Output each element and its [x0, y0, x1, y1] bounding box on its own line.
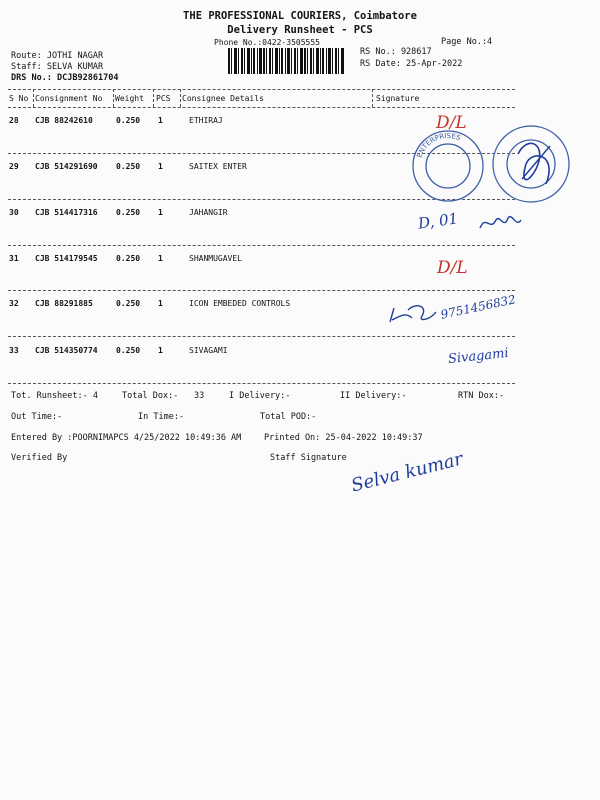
row-sno: 29: [9, 162, 19, 171]
row-divider: [8, 245, 515, 246]
row-sno: 33: [9, 346, 19, 355]
route: Route: JOTHI NAGAR: [11, 51, 104, 61]
drs-number: DRS No.: DCJB92861704: [11, 73, 119, 83]
entered-by: Entered By :POORNIMAPCS 4/25/2022 10:49:36 AM: [11, 433, 242, 443]
row-consignment: CJB 514179545: [35, 254, 98, 263]
printed-on: Printed On: 25-04-2022 10:49:37: [264, 433, 423, 443]
total-pod: Total POD:-: [260, 412, 317, 422]
column-header-consignment: Consignment No: [35, 94, 103, 103]
row-pcs: 1: [158, 299, 163, 308]
total-runsheet: Tot. Runsheet:- 4: [11, 391, 98, 401]
row-consignment: CJB 514291690: [35, 162, 98, 171]
row-weight: 0.250: [116, 346, 141, 355]
row-weight: 0.250: [116, 208, 141, 217]
in-time: In Time:-: [138, 412, 185, 422]
handwritten-signature-row30: D, 01: [416, 209, 460, 233]
row-pcs: 1: [158, 208, 163, 217]
total-dox-label: Total Dox:-: [122, 391, 179, 401]
handwritten-dl-row31: D/L: [437, 258, 468, 278]
column-header-consignee: Consignee Details: [182, 94, 264, 103]
phone-number: Phone No.:0422-3505555: [214, 38, 320, 47]
table-bottom-rule: [8, 383, 515, 384]
handwritten-signature-row33: Sivagami: [447, 345, 510, 368]
row-weight: 0.250: [116, 162, 141, 171]
column-divider: [372, 89, 373, 107]
row-sno: 30: [9, 208, 19, 217]
column-header-weight: Weight: [115, 94, 144, 103]
verified-by: Verified By: [11, 453, 68, 463]
column-divider: [113, 89, 114, 107]
row-pcs: 1: [158, 116, 163, 125]
header-top-rule: [8, 89, 515, 90]
rs-date: RS Date: 25-Apr-2022: [360, 59, 463, 69]
column-divider: [153, 89, 154, 107]
page-number: Page No.:4: [441, 37, 493, 47]
row-weight: 0.250: [116, 299, 141, 308]
row-consignee: SAITEX ENTER: [189, 162, 247, 171]
row-sno: 28: [9, 116, 19, 125]
column-header-signature: Signature: [376, 94, 420, 103]
row-consignee: ETHIRAJ: [189, 116, 223, 125]
column-header-sno: S No: [9, 94, 29, 103]
rtn-dox: RTN Dox:-: [458, 391, 505, 401]
row-consignee: SHANMUGAVEL: [189, 254, 242, 263]
column-divider: [180, 89, 181, 107]
row-pcs: 1: [158, 346, 163, 355]
row-weight: 0.250: [116, 254, 141, 263]
total-dox-value: 33: [194, 391, 205, 401]
row-sno: 32: [9, 299, 19, 308]
stamp-text: ENTERPRISES: [415, 131, 462, 159]
signature-scribble-row32: [386, 298, 441, 328]
column-divider: [33, 89, 34, 107]
out-time: Out Time:-: [11, 412, 63, 422]
handwritten-dl-row28: D/L: [436, 113, 467, 133]
row-weight: 0.250: [116, 116, 141, 125]
document-title: THE PROFESSIONAL COURIERS, Coimbatore: [183, 10, 417, 22]
row-pcs: 1: [158, 162, 163, 171]
row-consignment: CJB 514350774: [35, 346, 98, 355]
staff-signature-label: Staff Signature: [270, 453, 347, 463]
signature-scribble-row30: [478, 210, 523, 235]
row-consignment: CJB 88242610: [35, 116, 93, 125]
row-consignee: ICON EMBEDED CONTROLS: [189, 299, 291, 308]
barcode: [228, 48, 344, 74]
row-consignment: CJB 88291885: [35, 299, 93, 308]
handwritten-phone-row32: 9751456832: [439, 292, 517, 322]
row-consignment: CJB 514417316: [35, 208, 98, 217]
row-divider: [8, 290, 515, 291]
document-subtitle: Delivery Runsheet - PCS: [227, 24, 373, 36]
row-sno: 31: [9, 254, 19, 263]
company-stamp: [408, 124, 580, 214]
row-consignee: SIVAGAMI: [189, 346, 228, 355]
ii-delivery: II Delivery:-: [340, 391, 407, 401]
row-pcs: 1: [158, 254, 163, 263]
i-delivery: I Delivery:-: [229, 391, 291, 401]
column-header-pcs: PCS: [156, 94, 171, 103]
staff: Staff: SELVA KUMAR: [11, 62, 104, 72]
row-divider: [8, 336, 515, 337]
row-consignee: JAHANGIR: [189, 208, 228, 217]
staff-signature: Selva kumar: [349, 448, 466, 497]
rs-number: RS No.: 928617: [360, 47, 432, 57]
header-bottom-rule: [8, 107, 515, 108]
